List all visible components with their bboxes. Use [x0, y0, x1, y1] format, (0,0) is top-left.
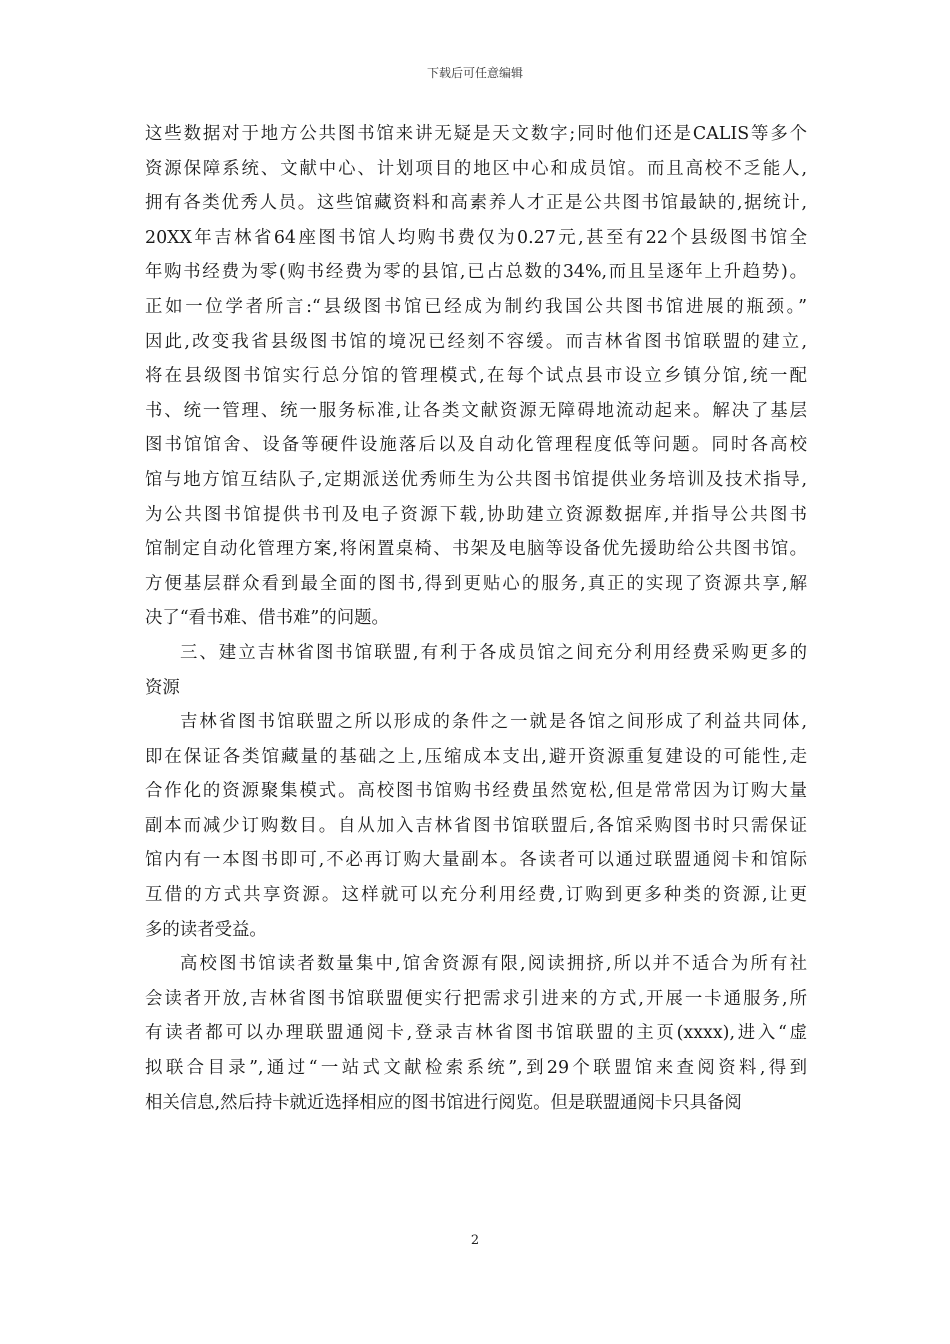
text-line: 多的读者受益。: [145, 919, 267, 940]
text-line: 即在保证各类馆藏量的基础之上,压缩成本支出,避开资源重复建设的可能性,走: [145, 746, 807, 767]
text-line: 将在县级图书馆实行总分馆的管理模式,在每个试点县市设立乡镇分馆,统一配: [145, 366, 807, 387]
page-number: 2: [470, 1233, 480, 1248]
text-line: 高校图书馆读者数量集中,馆舍资源有限,阅读拥挤,所以并不适合为所有社: [180, 954, 807, 975]
text-line: 资源: [145, 677, 180, 698]
text-line: 会读者开放,吉林省图书馆联盟便实行把需求引进来的方式,开展一卡通服务,所: [145, 988, 807, 1009]
text-line: 因此,改变我省县级图书馆的境况已经刻不容缓。而吉林省图书馆联盟的建立,: [145, 331, 807, 352]
text-line: 馆与地方馆互结队子,定期派送优秀师生为公共图书馆提供业务培训及技术指导,: [145, 469, 807, 490]
paragraph: [145, 636, 807, 705]
text-line: 有读者都可以办理联盟通阅卡,登录吉林省图书馆联盟的主页(xxxx),进入“虚: [145, 1023, 807, 1044]
page-header: 下载后可任意编辑: [426, 66, 523, 80]
text-line: 资源保障系统、文献中心、计划项目的地区中心和成员馆。而且高校不乏能人,: [145, 158, 807, 179]
text-line: 图书馆馆舍、设备等硬件设施落后以及自动化管理程度低等问题。同时各高校: [145, 435, 807, 456]
text-line: 互借的方式共享资源。这样就可以充分利用经费,订购到更多种类的资源,让更: [145, 885, 807, 906]
text-line: 书、统一管理、统一服务标准,让各类文献资源无障碍地流动起来。解决了基层: [145, 400, 807, 421]
text-line: 馆内有一本图书即可,不必再订购大量副本。各读者可以通过联盟通阅卡和馆际: [145, 850, 807, 871]
document-body: [145, 117, 807, 1120]
paragraph: [145, 117, 807, 636]
text-line: 20XX年吉林省64座图书馆人均购书费仅为0.27元,甚至有22个县级图书馆全: [145, 227, 807, 248]
text-line: 吉林省图书馆联盟之所以形成的条件之一就是各馆之间形成了利益共同体,: [180, 712, 807, 733]
paragraph: [145, 947, 807, 1120]
text-line: 三、建立吉林省图书馆联盟,有利于各成员馆之间充分利用经费采购更多的: [180, 642, 807, 663]
text-line: 副本而减少订购数目。自从加入吉林省图书馆联盟后,各馆采购图书时只需保证: [145, 815, 807, 836]
text-line: 为公共图书馆提供书刊及电子资源下载,协助建立资源数据库,并指导公共图书: [145, 504, 807, 525]
text-line: 方便基层群众看到最全面的图书,得到更贴心的服务,真正的实现了资源共享,解: [145, 573, 807, 594]
text-line: 拥有各类优秀人员。这些馆藏资料和高素养人才正是公共图书馆最缺的,据统计,: [145, 193, 807, 214]
text-line: 正如一位学者所言:“县级图书馆已经成为制约我国公共图书馆进展的瓶颈。”: [145, 296, 807, 317]
text-line: 拟联合目录”,通过“一站式文献检索系统”,到29个联盟馆来查阅资料,得到: [145, 1058, 807, 1079]
paragraph: [145, 705, 807, 947]
text-line: 这些数据对于地方公共图书馆来讲无疑是天文数字;同时他们还是CALIS等多个: [145, 124, 807, 144]
text-line: 决了“看书难、借书难”的问题。: [145, 608, 389, 629]
text-line: 合作化的资源聚集模式。高校图书馆购书经费虽然宽松,但是常常因为订购大量: [145, 781, 807, 802]
text-line: 年购书经费为零(购书经费为零的县馆,已占总数的34%,而且呈逐年上升趋势)。: [145, 262, 807, 283]
text-line: 馆制定自动化管理方案,将闲置桌椅、书架及电脑等设备优先援助给公共图书馆。: [145, 539, 807, 560]
text-line: 相关信息,然后持卡就近选择相应的图书馆进行阅览。但是联盟通阅卡只具备阅: [145, 1092, 742, 1113]
